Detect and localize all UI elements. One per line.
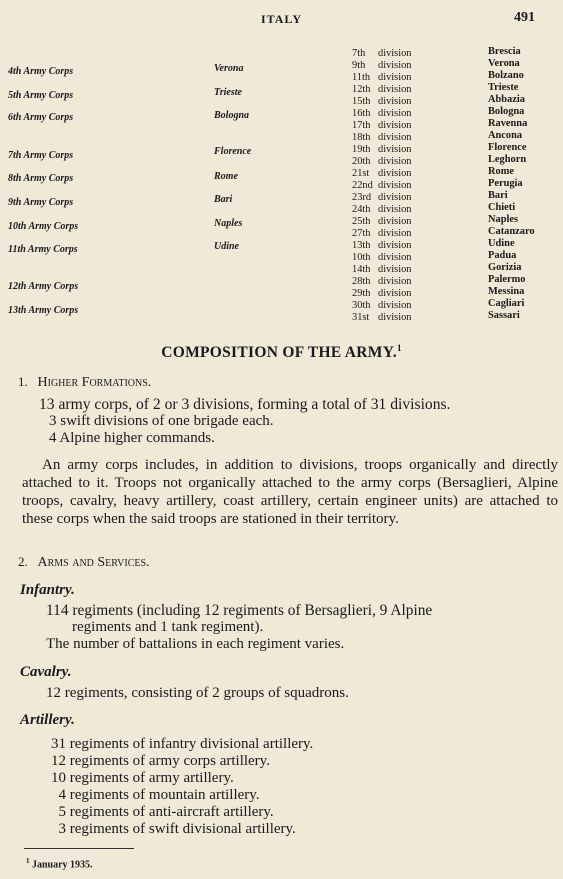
division-row: 11th division — [352, 72, 412, 83]
division-row: 20th division — [352, 156, 412, 167]
corps-name: 10th Army Corps — [8, 221, 79, 232]
division-row: 15th division — [352, 96, 412, 107]
city-name: Udine — [488, 238, 515, 249]
division-row: 10th division — [352, 252, 412, 263]
text-line: 3 swift divisions of one brigade each. — [49, 413, 274, 429]
text-line: 12 regiments, consisting of 2 groups of squadrons. — [46, 685, 349, 701]
division-row: 29th division — [352, 288, 412, 299]
corps-town: Verona — [214, 63, 244, 74]
corps-town: Bari — [214, 194, 233, 205]
city-name: Bologna — [488, 106, 525, 117]
city-name: Palermo — [488, 274, 526, 285]
city-name: Bolzano — [488, 70, 524, 81]
city-name: Perugia — [488, 178, 523, 189]
city-name: Cagliari — [488, 298, 525, 309]
city-name: Abbazia — [488, 94, 525, 105]
corps-town: Trieste — [214, 87, 242, 98]
division-row: 27th division — [352, 228, 412, 239]
division-row: 30th division — [352, 300, 412, 311]
city-name: Naples — [488, 214, 519, 225]
text-line: The number of battalions in each regiment varies. — [46, 636, 345, 652]
corps-name: 8th Army Corps — [8, 173, 74, 184]
subsection-title: Infantry. — [20, 582, 75, 598]
text-line: 114 regiments (including 12 regiments of Bersaglieri, 9 Alpine — [46, 602, 433, 619]
division-row: 12th division — [352, 84, 412, 95]
corps-name: 9th Army Corps — [8, 197, 74, 208]
city-name: Sassari — [488, 310, 520, 321]
division-list — [352, 48, 432, 324]
city-name: Chieti — [488, 202, 516, 213]
corps-town: Bologna — [214, 110, 250, 121]
city-name: Verona — [488, 58, 520, 69]
city-name: Florence — [488, 142, 527, 153]
division-row: 14th division — [352, 264, 412, 275]
division-row: 31st division — [352, 312, 412, 323]
city-name: Ravenna — [488, 118, 528, 129]
subsection-title: Artillery. — [20, 712, 75, 728]
artillery-line: 5 regiments of anti-aircraft artillery. — [58, 804, 274, 820]
division-row: 7th division — [352, 48, 412, 59]
corps-name: 5th Army Corps — [8, 90, 74, 101]
footnote: $^1$ January 1935. — [26, 857, 93, 871]
division-row: 9th division — [352, 60, 412, 71]
division-row: 19th division — [352, 144, 412, 155]
corps-name: 4th Army Corps — [8, 66, 74, 77]
corps-town: Rome — [214, 171, 238, 182]
city-name: Rome — [488, 166, 514, 177]
city-list — [488, 46, 535, 322]
body-paragraph: An army corps includes, in addition to divisions, troops organically and directly attached to it. Troops not organically attached to the army corps (Bersaglieri, Alpine troops, cavalry, heavy artillery, coast artillery, certain engineer units) are attached to these corps when the said troops are stationed in their territory. — [22, 457, 558, 527]
city-name: Bari — [488, 190, 508, 201]
division-row: 23rd division — [352, 192, 412, 203]
text-line: 4 Alpine higher commands. — [49, 430, 215, 446]
division-row: 28th division — [352, 276, 412, 287]
division-row: 13th division — [352, 240, 412, 251]
corps-name: 6th Army Corps — [8, 112, 74, 123]
city-name: Catanzaro — [488, 226, 535, 237]
artillery-line: 31 regiments of infantry divisional artillery. — [51, 736, 314, 752]
division-row: 16th division — [352, 108, 412, 119]
city-name: Padua — [488, 250, 517, 261]
subsection-title: Cavalry. — [20, 664, 72, 680]
division-row: 18th division — [352, 132, 412, 143]
artillery-line: 3 regiments of swift divisional artillery. — [58, 821, 296, 837]
corps-town: Naples — [214, 218, 243, 229]
corps-name: 13th Army Corps — [8, 305, 79, 316]
subsection-heading: 2. Arms and Services. — [18, 554, 150, 570]
city-name: Brescia — [488, 46, 521, 57]
running-head: ITALY — [260, 12, 303, 26]
footnote-divider — [24, 848, 134, 849]
section-heading: COMPOSITION OF THE ARMY.$^1$ — [161, 343, 402, 362]
city-name: Trieste — [488, 82, 519, 93]
artillery-line: 4 regiments of mountain artillery. — [58, 787, 260, 803]
division-row: 22nd division — [352, 180, 412, 191]
subsection-heading: 1. Higher Formations. — [18, 374, 152, 390]
text-line: regiments and 1 tank regiment). — [72, 619, 264, 635]
division-row: 21st division — [352, 168, 412, 179]
artillery-line: 12 regiments of army corps artillery. — [51, 753, 270, 769]
text-line: 13 army corps, of 2 or 3 divisions, forming a total of 31 divisions. — [39, 396, 451, 413]
city-name: Leghorn — [488, 154, 527, 165]
division-row: 17th division — [352, 120, 412, 131]
corps-name: 12th Army Corps — [8, 281, 79, 292]
corps-name: 7th Army Corps — [8, 150, 74, 161]
city-name: Ancona — [488, 130, 523, 141]
page-number: 491 — [514, 10, 535, 25]
corps-name: 11th Army Corps — [8, 244, 78, 255]
division-row: 24th division — [352, 204, 412, 215]
city-name: Gorizia — [488, 262, 522, 273]
city-name: Messina — [488, 286, 525, 297]
division-row: 25th division — [352, 216, 412, 227]
artillery-line: 10 regiments of army artillery. — [51, 770, 234, 786]
corps-town: Udine — [214, 241, 239, 252]
corps-town: Florence — [214, 146, 252, 157]
